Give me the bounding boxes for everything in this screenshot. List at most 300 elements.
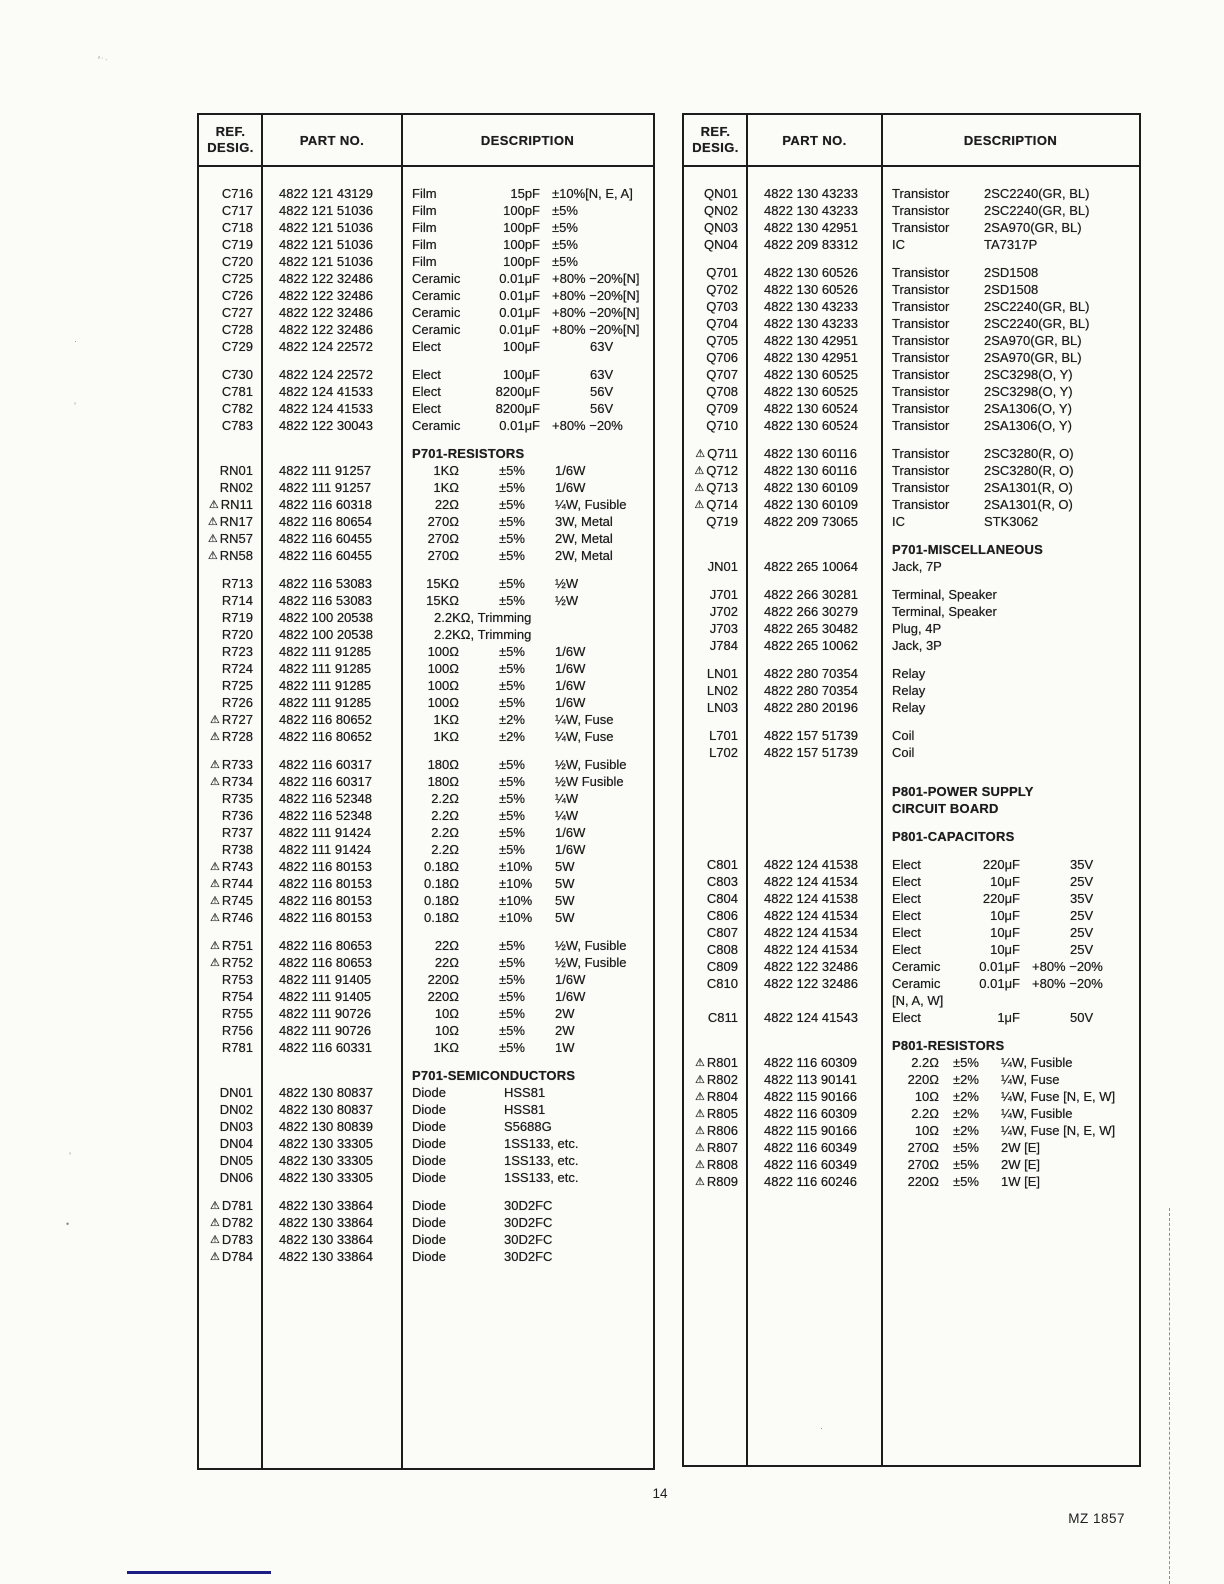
part-number: 4822 124 41534	[764, 942, 858, 957]
ref-designator	[684, 699, 747, 716]
description-text: 0.01μF	[499, 288, 540, 303]
part-number: 4822 122 32486	[764, 959, 858, 974]
ref-designator	[684, 1071, 747, 1089]
section-header-row	[684, 828, 1139, 845]
ref-designator	[684, 462, 747, 480]
description	[402, 383, 653, 400]
description	[402, 202, 653, 219]
description-text: Jack, 3P	[892, 638, 942, 653]
part-number: 4822 265 30482	[764, 621, 858, 636]
ref-label: R720	[221, 627, 253, 642]
description	[402, 1231, 653, 1249]
description-text: 8200μF	[495, 384, 540, 399]
table-row	[684, 586, 1139, 603]
description-text: ¼W, Fuse	[1001, 1072, 1060, 1087]
ref-designator	[199, 479, 262, 496]
ref-designator	[199, 338, 262, 355]
table-row	[199, 219, 653, 236]
spacer-row	[199, 1186, 653, 1197]
description-text: ±5%	[499, 774, 525, 789]
table-row	[684, 975, 1139, 992]
description-text: HSS81	[504, 1085, 546, 1100]
description-text: 2SA1301(R, O)	[984, 497, 1073, 512]
warning-icon: ⚠︎	[210, 1199, 220, 1212]
description-text: Transistor	[892, 446, 950, 461]
description-text: 220Ω	[907, 1072, 939, 1087]
part-number: 4822 209 73065	[764, 514, 858, 529]
part-number: 4822 130 60526	[764, 282, 858, 297]
description	[402, 988, 653, 1005]
ref-designator	[684, 1173, 747, 1191]
table-row	[199, 287, 653, 304]
ref-designator	[199, 366, 262, 383]
description-text: Diode	[412, 1153, 446, 1168]
ref-designator	[684, 856, 747, 873]
description-text: Transistor	[892, 463, 950, 478]
part-number: 4822 280 70354	[764, 683, 858, 698]
part-number: 4822 116 60317	[279, 757, 373, 772]
part-number: 4822 130 60116	[764, 463, 858, 478]
section-header-row	[199, 445, 653, 462]
description-text: ±2%	[953, 1123, 979, 1138]
ref-label: C801	[706, 857, 738, 872]
spacer-row	[684, 530, 1139, 541]
ref-designator	[199, 417, 262, 434]
part-number: 4822 130 60524	[764, 401, 858, 416]
description-text: Transistor	[892, 203, 950, 218]
table-row	[684, 1122, 1139, 1139]
part-number: 4822 130 80837	[279, 1085, 373, 1100]
description	[402, 270, 653, 287]
ref-label: R713	[221, 576, 253, 591]
scan-artifact-mark: ·	[820, 1423, 823, 1433]
description-text: 30D2FC	[504, 1215, 553, 1230]
ref-designator	[684, 349, 747, 366]
column-header-ref-line1: REF.	[700, 124, 731, 139]
description-text: ±5%	[552, 220, 578, 235]
warning-icon: ⚠︎	[695, 1073, 705, 1086]
ref-designator	[684, 800, 747, 817]
description-text: 15KΩ	[426, 576, 459, 591]
description-text: 10μF	[990, 925, 1020, 940]
description-text: ±5%	[499, 497, 525, 512]
ref-designator	[684, 682, 747, 699]
column-divider	[881, 115, 883, 1465]
description-text: ±5%	[499, 808, 525, 823]
description-text: 1SS133, etc.	[504, 1136, 579, 1151]
part-number: 4822 111 91424	[279, 825, 372, 840]
part-number: 4822 130 43233	[764, 316, 858, 331]
section-title: P801-RESISTORS	[892, 1038, 1005, 1053]
section-header-row	[684, 541, 1139, 558]
ref-designator	[199, 1022, 262, 1039]
description-text: Relay	[892, 700, 926, 715]
ref-label: Q707	[706, 367, 738, 382]
description-text: ±5%	[499, 695, 525, 710]
ref-label: Q719	[706, 514, 738, 529]
scan-artifact-mark: •	[66, 1219, 70, 1229]
description-text: ±5%	[552, 254, 578, 269]
part-number: 4822 157 51739	[764, 745, 858, 760]
ref-label: R753	[221, 972, 253, 987]
part-number: 4822 116 80653	[279, 938, 373, 953]
table-row	[684, 699, 1139, 716]
description-text: 2SA1306(O, Y)	[984, 418, 1072, 433]
part-number: 4822 111 91285	[279, 695, 372, 710]
table-row	[199, 694, 653, 711]
description-text: 220μF	[982, 857, 1020, 872]
table-row	[684, 1009, 1139, 1026]
part-number: 4822 116 60318	[279, 497, 373, 512]
ref-label: R751	[221, 938, 253, 953]
ref-label: RN01	[219, 463, 253, 478]
ref-designator	[199, 1084, 262, 1101]
description-text: 15KΩ	[426, 593, 459, 608]
description-text: ¼W, Fusible	[1001, 1106, 1073, 1121]
table-row	[199, 1022, 653, 1039]
section-header-row	[684, 783, 1139, 800]
table-row	[199, 338, 653, 355]
table-row	[684, 1156, 1139, 1173]
warning-icon: ⚠︎	[210, 956, 220, 969]
description-text: +80% −20%[N]	[552, 305, 640, 320]
part-number: 4822 116 80653	[279, 955, 373, 970]
description-text: 2.2Ω	[911, 1055, 939, 1070]
description-text: ¼W, Fuse	[555, 712, 614, 727]
warning-icon: ⚠︎	[210, 939, 220, 952]
table-row	[199, 1248, 653, 1265]
ref-label: R734	[221, 774, 253, 789]
description	[882, 1071, 1139, 1089]
description	[402, 1022, 653, 1039]
part-number: 4822 124 22572	[279, 367, 373, 382]
ref-label: Q712	[706, 463, 738, 478]
spacer-row	[199, 434, 653, 445]
description	[402, 728, 653, 746]
table-row	[684, 744, 1139, 761]
ref-designator	[199, 400, 262, 417]
ref-label: Q713	[706, 480, 738, 495]
description-text: 2W, Metal	[555, 548, 613, 563]
description	[882, 727, 1139, 744]
description	[882, 281, 1139, 298]
table-row	[199, 270, 653, 287]
part-number: 4822 130 33305	[279, 1170, 373, 1185]
table-row	[199, 1214, 653, 1231]
table-row	[684, 637, 1139, 654]
table-row	[199, 1084, 653, 1101]
description-text: 1KΩ	[433, 463, 459, 478]
description-text: 22Ω	[434, 938, 459, 953]
ref-label: C729	[221, 339, 253, 354]
description-text: 1KΩ	[433, 729, 459, 744]
description-text: [N, A, W]	[892, 993, 944, 1008]
description	[882, 699, 1139, 716]
column-header-description: DESCRIPTION	[480, 132, 575, 148]
part-number	[747, 783, 882, 800]
table-row	[684, 236, 1139, 253]
ref-label: R805	[706, 1106, 738, 1121]
description-text: 2SA970(GR, BL)	[984, 220, 1082, 235]
table-row	[684, 298, 1139, 315]
part-number: 4822 115 90166	[764, 1089, 858, 1104]
description	[882, 332, 1139, 349]
description	[402, 400, 653, 417]
part-number: 4822 116 60455	[279, 531, 373, 546]
ref-label: DN03	[219, 1119, 253, 1134]
part-number: 4822 280 20196	[764, 700, 858, 715]
table-body	[199, 167, 653, 1265]
ref-designator	[199, 711, 262, 729]
ref-designator	[684, 185, 747, 202]
description-text: 100pF	[503, 254, 540, 269]
warning-icon: ⚠︎	[210, 758, 220, 771]
description	[402, 756, 653, 774]
ref-label: Q709	[706, 401, 738, 416]
part-number: 4822 130 80839	[279, 1119, 373, 1134]
description-text: ½W	[555, 593, 579, 608]
description-text: ±5%	[953, 1140, 979, 1155]
description-text: 180Ω	[427, 774, 459, 789]
table-row	[199, 236, 653, 253]
ref-label: C806	[706, 908, 738, 923]
ref-designator	[684, 1037, 747, 1054]
part-number: 4822 130 60109	[764, 480, 858, 495]
ref-label: C783	[221, 418, 253, 433]
description-text: 1μF	[997, 1010, 1020, 1025]
column-header-ref-desig	[684, 115, 747, 165]
description	[402, 445, 653, 462]
description-text: ±5%	[552, 203, 578, 218]
table-row	[684, 558, 1139, 575]
description-text: 10Ω	[914, 1123, 939, 1138]
spacer-row	[199, 745, 653, 756]
ref-label: R724	[221, 661, 253, 676]
description-text: ½W	[555, 576, 579, 591]
ref-label: R719	[221, 610, 253, 625]
part-number: 4822 116 60455	[279, 548, 373, 563]
part-number: 4822 111 91257	[279, 463, 372, 478]
part-number: 4822 116 60317	[279, 774, 373, 789]
part-number: 4822 130 33864	[279, 1215, 373, 1230]
description	[402, 643, 653, 660]
description-text: 50V	[1070, 1010, 1094, 1025]
table-row	[199, 756, 653, 773]
part-number: 4822 124 41533	[279, 401, 373, 416]
description-text: 270Ω	[427, 548, 459, 563]
ref-label: RN58	[219, 548, 253, 563]
description	[882, 236, 1139, 253]
table-row	[684, 890, 1139, 907]
description-text: 2.2KΩ, Trimming	[434, 610, 532, 625]
description-text: ±5%	[499, 644, 525, 659]
ref-designator	[199, 643, 262, 660]
description-text: ±5%	[499, 661, 525, 676]
description-text: ½W, Fusible	[555, 955, 627, 970]
description-text: 0.18Ω	[423, 876, 459, 891]
part-number	[747, 992, 882, 1009]
description-text: 2SC2240(GR, BL)	[984, 299, 1090, 314]
ref-label: R723	[221, 644, 253, 659]
description-text: 100μF	[502, 339, 540, 354]
description	[882, 496, 1139, 514]
spacer-row	[684, 654, 1139, 665]
table-row	[684, 264, 1139, 281]
table-row	[199, 1039, 653, 1056]
table-row	[684, 1105, 1139, 1122]
ref-designator	[199, 236, 262, 253]
ref-label: R727	[221, 712, 253, 727]
table-row	[684, 958, 1139, 975]
description	[882, 558, 1139, 575]
spacer-row	[684, 817, 1139, 828]
description-text: Elect	[412, 384, 441, 399]
ref-designator	[199, 547, 262, 565]
description-text: 2.2KΩ, Trimming	[434, 627, 532, 642]
description-text: 100Ω	[427, 661, 459, 676]
description	[882, 975, 1139, 992]
description-text: 270Ω	[907, 1157, 939, 1172]
ref-label: D783	[221, 1232, 253, 1247]
part-number: 4822 122 32486	[279, 288, 373, 303]
spacer-row	[684, 761, 1139, 772]
description	[882, 800, 1139, 817]
ref-designator	[684, 558, 747, 575]
part-number: 4822 130 80837	[279, 1102, 373, 1117]
description-text: Transistor	[892, 220, 950, 235]
description-text: ±5%	[552, 237, 578, 252]
part-number: 4822 111 91257	[279, 480, 372, 495]
table-row	[199, 1005, 653, 1022]
description-text: 2W	[555, 1006, 575, 1021]
ref-designator	[199, 1039, 262, 1056]
table-row	[684, 496, 1139, 513]
ref-designator	[684, 315, 747, 332]
part-number: 4822 122 32486	[279, 305, 373, 320]
description	[882, 682, 1139, 699]
description-text: Transistor	[892, 316, 950, 331]
description	[882, 383, 1139, 400]
ref-designator	[684, 924, 747, 941]
ref-label: RN17	[219, 514, 253, 529]
description-text: 2.2Ω	[911, 1106, 939, 1121]
table-header-row	[199, 115, 653, 167]
description	[882, 1156, 1139, 1174]
ref-label: C781	[221, 384, 253, 399]
description-text: 25V	[1070, 942, 1094, 957]
part-number: 4822 130 42951	[764, 350, 858, 365]
table-row	[199, 530, 653, 547]
description-text: Ceramic	[412, 322, 461, 337]
table-row	[684, 727, 1139, 744]
part-number: 4822 130 43233	[764, 186, 858, 201]
table-row	[199, 321, 653, 338]
part-number: 4822 115 90166	[764, 1123, 858, 1138]
section-title: P801-CAPACITORS	[892, 829, 1015, 844]
warning-icon: ⚠︎	[695, 1090, 705, 1103]
description-text: 2SC3298(O, Y)	[984, 367, 1073, 382]
description	[402, 1067, 653, 1084]
description-text: 2SA970(GR, BL)	[984, 350, 1082, 365]
table-row	[199, 1197, 653, 1214]
ref-designator	[684, 1105, 747, 1123]
part-number: 4822 122 32486	[279, 322, 373, 337]
section-title: P701-RESISTORS	[412, 446, 525, 461]
description-text: Relay	[892, 666, 926, 681]
description-text: ±5%	[499, 463, 525, 478]
ref-label: R725	[221, 678, 253, 693]
ref-designator	[684, 1156, 747, 1174]
ref-label: J702	[709, 604, 738, 619]
part-number: 4822 266 30279	[764, 604, 858, 619]
description	[402, 1135, 653, 1152]
part-number: 4822 130 43233	[764, 203, 858, 218]
part-number: 4822 130 42951	[764, 333, 858, 348]
description-text: ±5%	[499, 825, 525, 840]
warning-icon: ⚠︎	[695, 1158, 705, 1171]
description-text: 0.18Ω	[423, 910, 459, 925]
description-text: ½W, Fusible	[555, 938, 627, 953]
description	[402, 236, 653, 253]
ref-label: RN57	[219, 531, 253, 546]
description	[882, 1139, 1139, 1157]
ref-label: C804	[706, 891, 738, 906]
part-number: 4822 130 33864	[279, 1232, 373, 1247]
table-row	[684, 400, 1139, 417]
ref-designator	[684, 366, 747, 383]
spacer-row	[684, 1026, 1139, 1037]
table-row	[199, 875, 653, 892]
table-row	[199, 988, 653, 1005]
description-text: 30D2FC	[504, 1249, 553, 1264]
description-text: 2SD1508	[984, 282, 1039, 297]
table-row	[199, 185, 653, 202]
description-text: 10Ω	[434, 1006, 459, 1021]
description-text: 2SA1301(R, O)	[984, 480, 1073, 495]
description	[402, 366, 653, 383]
description-text: Relay	[892, 683, 926, 698]
description-text: 0.18Ω	[423, 859, 459, 874]
ref-label: C810	[706, 976, 738, 991]
description-text: Ceramic	[412, 271, 461, 286]
description-text: 22Ω	[434, 955, 459, 970]
description-text: 56V	[590, 384, 614, 399]
ref-designator	[199, 858, 262, 876]
description	[402, 858, 653, 876]
section-header-row	[684, 800, 1139, 817]
description	[402, 841, 653, 858]
description	[402, 626, 653, 643]
table-row	[199, 643, 653, 660]
description-text: 63V	[590, 339, 614, 354]
description	[402, 513, 653, 531]
part-number: 4822 130 60109	[764, 497, 858, 512]
description	[402, 1084, 653, 1101]
description	[402, 660, 653, 677]
ref-label: C725	[221, 271, 253, 286]
ref-designator	[684, 890, 747, 907]
description-text: 0.01μF	[979, 976, 1020, 991]
ref-designator	[684, 298, 747, 315]
description-text: 25V	[1070, 908, 1094, 923]
description-text: 2SC3298(O, Y)	[984, 384, 1073, 399]
ref-designator	[199, 1101, 262, 1118]
column-header-part-no: PART NO.	[299, 132, 365, 148]
description-text: 10Ω	[434, 1023, 459, 1038]
description	[882, 479, 1139, 497]
ref-designator	[199, 954, 262, 972]
spacer-row	[199, 926, 653, 937]
